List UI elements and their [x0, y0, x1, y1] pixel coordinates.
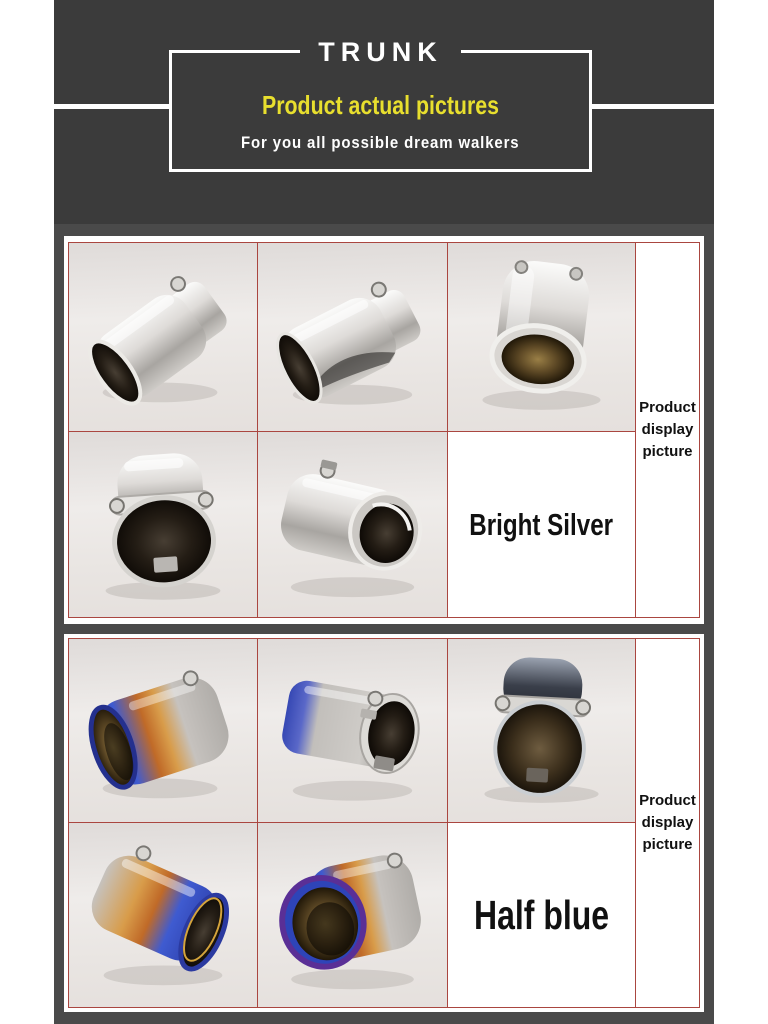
product-photo-blue-silver-cylinder-clamp — [258, 639, 447, 822]
page-subtitle: For you all possible dream walkers — [241, 133, 520, 152]
decor-line-right — [592, 104, 768, 109]
side-label-cell — [636, 639, 699, 1007]
product-photo-blue-tip-round-opening — [258, 823, 447, 1007]
product-photo-silver-tip-opening-right — [258, 432, 447, 617]
product-photo-blue-tip-opening-left — [69, 639, 257, 822]
photo-grid — [68, 638, 700, 1008]
collage-bright-silver — [54, 224, 714, 634]
header-banner — [54, 0, 714, 224]
photo-grid — [68, 242, 700, 618]
variant-name-cell — [448, 823, 635, 1007]
brand-title-text: TRUNK — [300, 33, 461, 71]
side-label: Product display picture — [639, 399, 696, 460]
variant-name-cell — [448, 432, 635, 617]
product-photo-silver-tip-angled-left — [69, 243, 257, 431]
variant-name: Bright Silver — [469, 506, 614, 542]
decor-line-left — [0, 104, 169, 109]
collage-half-blue — [54, 634, 714, 1024]
header-frame — [169, 37, 592, 172]
side-label: Product display picture — [639, 792, 696, 853]
product-photo-silver-tip-upright — [448, 243, 635, 431]
product-photo-silver-tip-rear-clamp — [69, 432, 257, 617]
brand-title — [172, 33, 589, 71]
page-title: Product actual pictures — [262, 90, 499, 120]
side-label-cell — [636, 243, 699, 617]
variant-name: Half blue — [473, 891, 610, 938]
product-photo-dark-opening-rear-clamp — [448, 639, 635, 822]
product-photo-silver-tip-angled-front — [258, 243, 447, 431]
product-photo-blue-tip-opening-right — [69, 823, 257, 1007]
